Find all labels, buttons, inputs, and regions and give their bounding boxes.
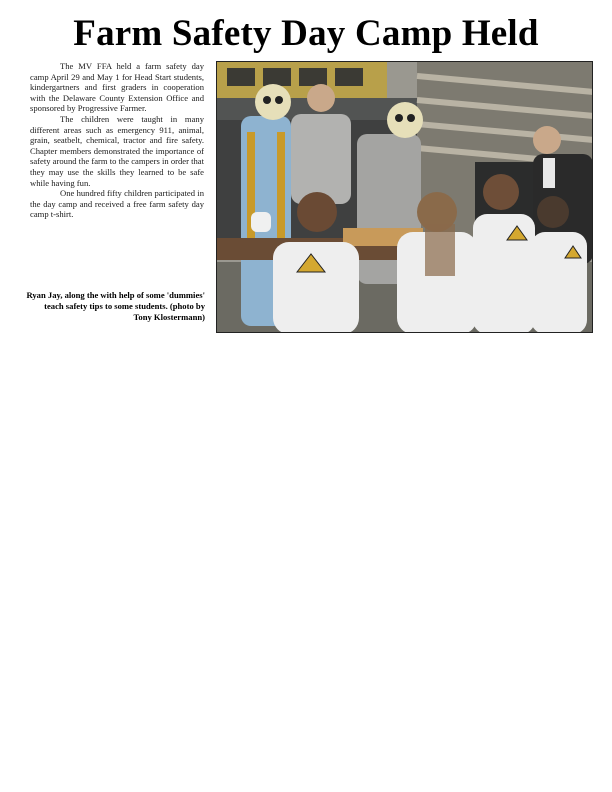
article-photo [216,61,593,333]
headline: Farm Safety Day Camp Held [73,13,539,54]
article-paragraph: The children were taught in many different areas such as emergency 911, animal, grain, seatbelt, chemical, tractor and fire safety. Chapter members demonstrated the importance of safety around the farm to the campers in order that they may use the skills they learned to be safe while having fun. [30,113,204,188]
photo-caption: Ryan Jay, along the with help of some 'dummies' teach safety tips to some students. (photo by Tony Klostermann) [26,290,205,322]
article-paragraph: One hundred fifty children participated in the day camp and received a free farm safety day camp t-shirt. [30,188,204,220]
article-body [30,61,204,220]
article-paragraph: The MV FFA held a farm safety day camp April 29 and May 1 for Head Start students, kindergartners and first graders in cooperation with the Delaware County Extension Office and sponsored by Progressive Farmer. [30,61,204,114]
